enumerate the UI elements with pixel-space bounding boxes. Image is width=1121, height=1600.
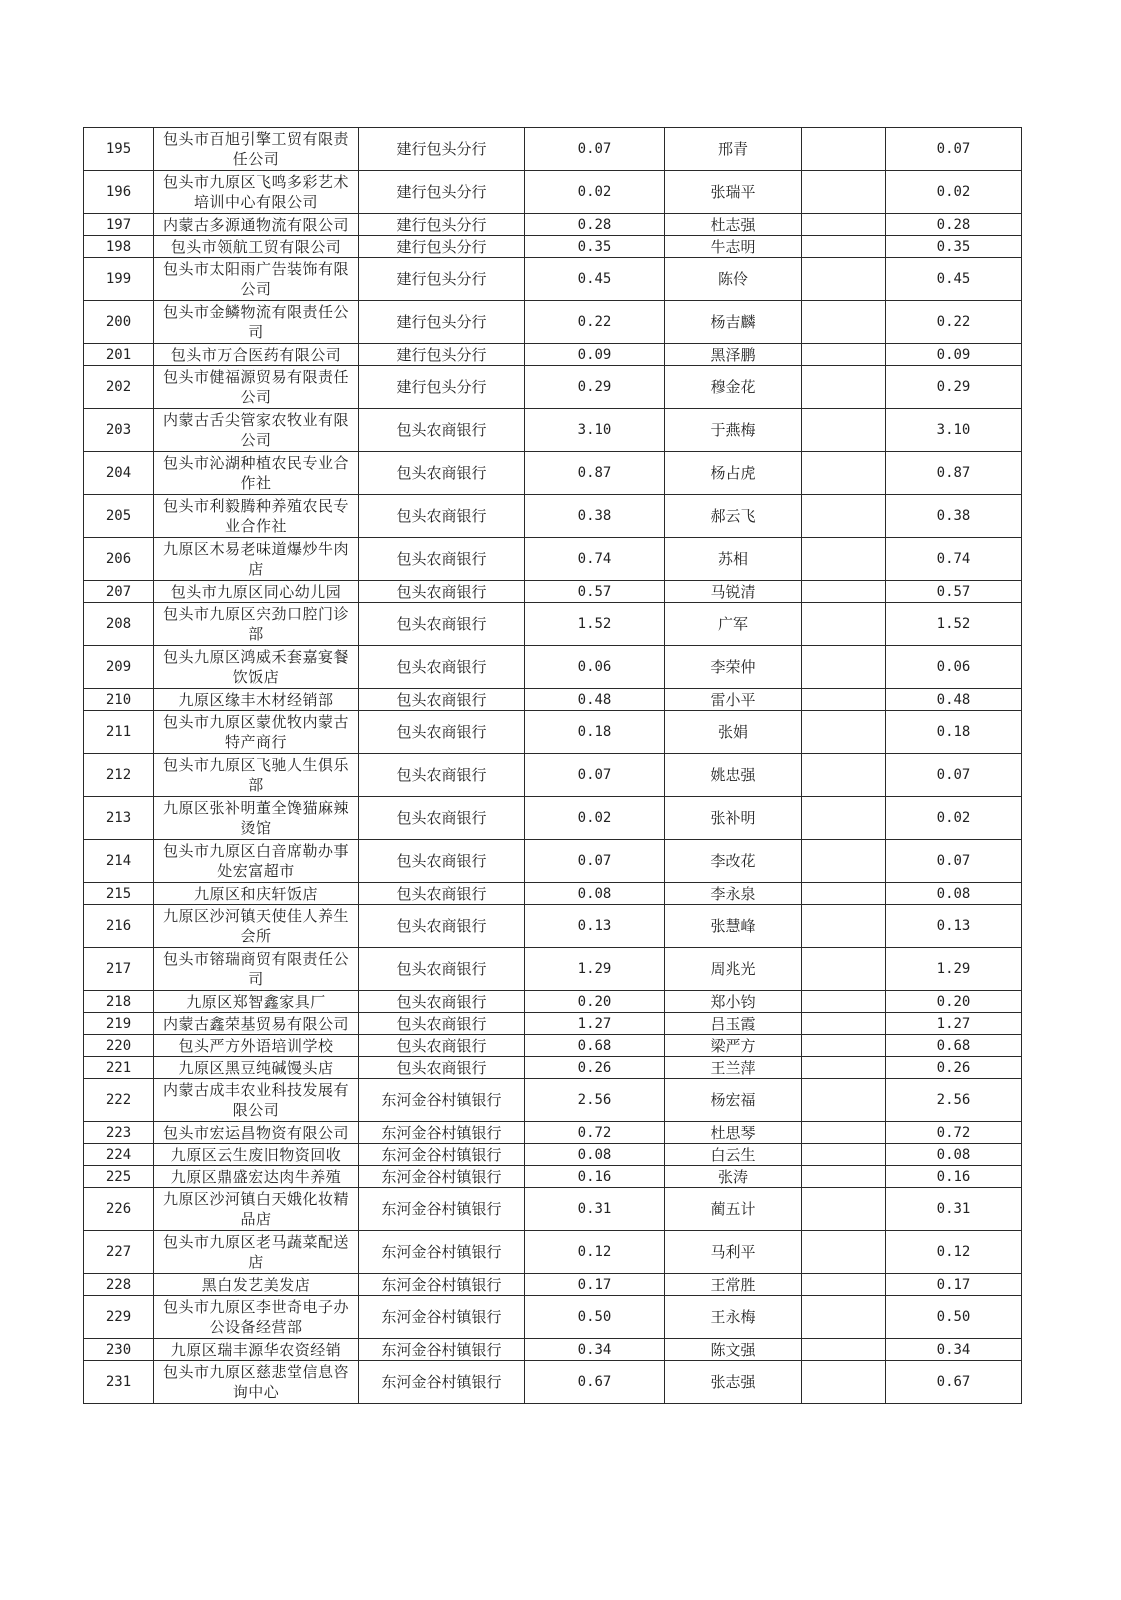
total-amount: 1.27 (886, 1013, 1022, 1035)
bank-name: 包头农商银行 (359, 711, 525, 754)
table-row (84, 1361, 1022, 1404)
bank-name: 建行包头分行 (359, 258, 525, 301)
loan-amount: 0.08 (525, 1144, 665, 1166)
total-amount: 0.13 (886, 905, 1022, 948)
total-amount: 0.87 (886, 452, 1022, 495)
bank-name: 东河金谷村镇银行 (359, 1122, 525, 1144)
blank-cell (802, 581, 886, 603)
contact-person: 广军 (665, 603, 802, 646)
contact-person: 王永梅 (665, 1296, 802, 1339)
contact-person: 吕玉霞 (665, 1013, 802, 1035)
table-row (84, 409, 1022, 452)
contact-person: 郑小钧 (665, 991, 802, 1013)
loan-amount: 0.38 (525, 495, 665, 538)
bank-name: 包头农商银行 (359, 1013, 525, 1035)
table-row (84, 1079, 1022, 1122)
company-name: 内蒙古多源通物流有限公司 (154, 214, 359, 236)
contact-person: 张涛 (665, 1166, 802, 1188)
table-row (84, 495, 1022, 538)
row-number: 226 (84, 1188, 154, 1231)
loan-amount: 0.06 (525, 646, 665, 689)
blank-cell (802, 366, 886, 409)
contact-person: 姚忠强 (665, 754, 802, 797)
total-amount: 0.74 (886, 538, 1022, 581)
total-amount: 3.10 (886, 409, 1022, 452)
loan-amount: 0.20 (525, 991, 665, 1013)
bank-name: 包头农商银行 (359, 581, 525, 603)
bank-name: 建行包头分行 (359, 366, 525, 409)
total-amount: 0.12 (886, 1231, 1022, 1274)
total-amount: 0.06 (886, 646, 1022, 689)
total-amount: 0.07 (886, 840, 1022, 883)
total-amount: 0.29 (886, 366, 1022, 409)
total-amount: 0.08 (886, 883, 1022, 905)
company-name: 九原区缘丰木材经销部 (154, 689, 359, 711)
row-number: 210 (84, 689, 154, 711)
blank-cell (802, 538, 886, 581)
company-name: 内蒙古舌尖管家农牧业有限公司 (154, 409, 359, 452)
bank-name: 包头农商银行 (359, 797, 525, 840)
row-number: 206 (84, 538, 154, 581)
company-name: 九原区郑智鑫家具厂 (154, 991, 359, 1013)
loan-amount: 0.08 (525, 883, 665, 905)
bank-name: 包头农商银行 (359, 452, 525, 495)
blank-cell (802, 1013, 886, 1035)
table-row (84, 1339, 1022, 1361)
contact-person: 蔺五计 (665, 1188, 802, 1231)
loan-amount: 0.45 (525, 258, 665, 301)
loan-amount: 0.07 (525, 840, 665, 883)
total-amount: 2.56 (886, 1079, 1022, 1122)
blank-cell (802, 754, 886, 797)
bank-name: 包头农商银行 (359, 883, 525, 905)
loan-amount: 0.29 (525, 366, 665, 409)
bank-name: 建行包头分行 (359, 301, 525, 344)
row-number: 214 (84, 840, 154, 883)
total-amount: 0.68 (886, 1035, 1022, 1057)
company-name: 九原区木易老味道爆炒牛肉店 (154, 538, 359, 581)
contact-person: 于燕梅 (665, 409, 802, 452)
table-row (84, 366, 1022, 409)
company-name: 包头严方外语培训学校 (154, 1035, 359, 1057)
blank-cell (802, 1057, 886, 1079)
blank-cell (802, 495, 886, 538)
total-amount: 0.45 (886, 258, 1022, 301)
blank-cell (802, 1339, 886, 1361)
row-number: 211 (84, 711, 154, 754)
loan-amount: 0.28 (525, 214, 665, 236)
bank-name: 东河金谷村镇银行 (359, 1144, 525, 1166)
bank-name: 包头农商银行 (359, 948, 525, 991)
table-row (84, 301, 1022, 344)
bank-name: 建行包头分行 (359, 171, 525, 214)
company-name: 包头市九原区李世奇电子办公设备经营部 (154, 1296, 359, 1339)
contact-person: 邢青 (665, 128, 802, 171)
company-name: 包头市健福源贸易有限责任公司 (154, 366, 359, 409)
total-amount: 0.07 (886, 128, 1022, 171)
company-name: 包头市万合医药有限公司 (154, 344, 359, 366)
loan-amount: 0.07 (525, 128, 665, 171)
contact-person: 白云生 (665, 1144, 802, 1166)
loan-amount: 0.72 (525, 1122, 665, 1144)
table-row (84, 1231, 1022, 1274)
contact-person: 穆金花 (665, 366, 802, 409)
contact-person: 李改花 (665, 840, 802, 883)
row-number: 200 (84, 301, 154, 344)
loan-amount: 0.12 (525, 1231, 665, 1274)
company-name: 包头市九原区慈悲堂信息咨询中心 (154, 1361, 359, 1404)
row-number: 205 (84, 495, 154, 538)
table-row (84, 258, 1022, 301)
blank-cell (802, 991, 886, 1013)
blank-cell (802, 1122, 886, 1144)
blank-cell (802, 1296, 886, 1339)
contact-person: 周兆光 (665, 948, 802, 991)
loan-amount: 0.18 (525, 711, 665, 754)
contact-person: 牛志明 (665, 236, 802, 258)
bank-name: 包头农商银行 (359, 840, 525, 883)
row-number: 222 (84, 1079, 154, 1122)
contact-person: 苏相 (665, 538, 802, 581)
blank-cell (802, 1231, 886, 1274)
blank-cell (802, 883, 886, 905)
bank-name: 包头农商银行 (359, 538, 525, 581)
blank-cell (802, 1035, 886, 1057)
row-number: 198 (84, 236, 154, 258)
bank-name: 包头农商银行 (359, 1057, 525, 1079)
company-name: 包头市九原区同心幼儿园 (154, 581, 359, 603)
row-number: 228 (84, 1274, 154, 1296)
bank-name: 建行包头分行 (359, 128, 525, 171)
contact-person: 李永泉 (665, 883, 802, 905)
bank-name: 东河金谷村镇银行 (359, 1079, 525, 1122)
table-row (84, 1057, 1022, 1079)
contact-person: 郝云飞 (665, 495, 802, 538)
contact-person: 杨宏福 (665, 1079, 802, 1122)
table-row (84, 581, 1022, 603)
contact-person: 王常胜 (665, 1274, 802, 1296)
row-number: 196 (84, 171, 154, 214)
loan-amount: 0.87 (525, 452, 665, 495)
total-amount: 0.35 (886, 236, 1022, 258)
row-number: 209 (84, 646, 154, 689)
blank-cell (802, 603, 886, 646)
company-name: 包头市领航工贸有限公司 (154, 236, 359, 258)
contact-person: 王兰萍 (665, 1057, 802, 1079)
company-name: 九原区张补明董全馋猫麻辣烫馆 (154, 797, 359, 840)
blank-cell (802, 1274, 886, 1296)
row-number: 204 (84, 452, 154, 495)
contact-person: 杨吉麟 (665, 301, 802, 344)
table-row (84, 1188, 1022, 1231)
row-number: 197 (84, 214, 154, 236)
row-number: 207 (84, 581, 154, 603)
total-amount: 0.22 (886, 301, 1022, 344)
total-amount: 0.02 (886, 797, 1022, 840)
bank-name: 包头农商银行 (359, 646, 525, 689)
loan-amount: 0.50 (525, 1296, 665, 1339)
row-number: 212 (84, 754, 154, 797)
loan-amount: 1.52 (525, 603, 665, 646)
loan-amount: 0.31 (525, 1188, 665, 1231)
bank-name: 东河金谷村镇银行 (359, 1296, 525, 1339)
table-row (84, 344, 1022, 366)
bank-name: 包头农商银行 (359, 603, 525, 646)
total-amount: 0.07 (886, 754, 1022, 797)
company-name: 包头市九原区宍劲口腔门诊部 (154, 603, 359, 646)
table-row (84, 603, 1022, 646)
row-number: 195 (84, 128, 154, 171)
row-number: 229 (84, 1296, 154, 1339)
table-row (84, 883, 1022, 905)
table-row (84, 711, 1022, 754)
loan-amount: 0.35 (525, 236, 665, 258)
blank-cell (802, 409, 886, 452)
total-amount: 1.29 (886, 948, 1022, 991)
bank-name: 东河金谷村镇银行 (359, 1274, 525, 1296)
loan-amount: 0.22 (525, 301, 665, 344)
blank-cell (802, 236, 886, 258)
table-row (84, 840, 1022, 883)
company-name: 九原区云生废旧物资回收 (154, 1144, 359, 1166)
total-amount: 0.34 (886, 1339, 1022, 1361)
row-number: 223 (84, 1122, 154, 1144)
bank-name: 包头农商银行 (359, 991, 525, 1013)
blank-cell (802, 301, 886, 344)
loan-amount: 3.10 (525, 409, 665, 452)
company-name: 九原区和庆轩饭店 (154, 883, 359, 905)
bank-name: 包头农商银行 (359, 905, 525, 948)
contact-person: 杨占虎 (665, 452, 802, 495)
contact-person: 张慧峰 (665, 905, 802, 948)
row-number: 201 (84, 344, 154, 366)
contact-person: 张瑞平 (665, 171, 802, 214)
loan-amount: 0.68 (525, 1035, 665, 1057)
loan-amount: 0.07 (525, 754, 665, 797)
table-row (84, 1122, 1022, 1144)
row-number: 213 (84, 797, 154, 840)
blank-cell (802, 1188, 886, 1231)
loan-amount: 0.26 (525, 1057, 665, 1079)
loan-amount: 0.67 (525, 1361, 665, 1404)
loan-amount: 0.02 (525, 171, 665, 214)
company-name: 包头市九原区飞鸣多彩艺术培训中心有限公司 (154, 171, 359, 214)
bank-name: 包头农商银行 (359, 1035, 525, 1057)
contact-person: 杜志强 (665, 214, 802, 236)
table-row (84, 797, 1022, 840)
bank-name: 建行包头分行 (359, 236, 525, 258)
contact-person: 陈伶 (665, 258, 802, 301)
bank-name: 包头农商银行 (359, 409, 525, 452)
total-amount: 0.16 (886, 1166, 1022, 1188)
company-name: 内蒙古成丰农业科技发展有限公司 (154, 1079, 359, 1122)
row-number: 220 (84, 1035, 154, 1057)
row-number: 218 (84, 991, 154, 1013)
loan-amount: 0.17 (525, 1274, 665, 1296)
company-name: 九原区鼎盛宏达肉牛养殖 (154, 1166, 359, 1188)
row-number: 203 (84, 409, 154, 452)
blank-cell (802, 1166, 886, 1188)
table-row (84, 214, 1022, 236)
company-name: 包头市百旭引擎工贸有限责任公司 (154, 128, 359, 171)
table-row (84, 236, 1022, 258)
contact-person: 张志强 (665, 1361, 802, 1404)
company-name: 包头市九原区老马蔬菜配送店 (154, 1231, 359, 1274)
company-name: 九原区瑞丰源华农资经销 (154, 1339, 359, 1361)
bank-name: 东河金谷村镇银行 (359, 1166, 525, 1188)
row-number: 216 (84, 905, 154, 948)
blank-cell (802, 452, 886, 495)
row-number: 231 (84, 1361, 154, 1404)
blank-cell (802, 840, 886, 883)
total-amount: 0.48 (886, 689, 1022, 711)
contact-person: 黑泽鹏 (665, 344, 802, 366)
row-number: 199 (84, 258, 154, 301)
company-name: 包头市九原区飞驰人生俱乐部 (154, 754, 359, 797)
bank-name: 东河金谷村镇银行 (359, 1188, 525, 1231)
company-name: 包头市金鳞物流有限责任公司 (154, 301, 359, 344)
company-name: 包头市太阳雨广告装饰有限公司 (154, 258, 359, 301)
row-number: 219 (84, 1013, 154, 1035)
company-name: 包头市利毅腾种养殖农民专业合作社 (154, 495, 359, 538)
blank-cell (802, 171, 886, 214)
blank-cell (802, 905, 886, 948)
blank-cell (802, 948, 886, 991)
table-row (84, 171, 1022, 214)
row-number: 225 (84, 1166, 154, 1188)
total-amount: 0.18 (886, 711, 1022, 754)
loan-amount: 0.16 (525, 1166, 665, 1188)
blank-cell (802, 344, 886, 366)
bank-name: 包头农商银行 (359, 495, 525, 538)
table-row (84, 1296, 1022, 1339)
contact-person: 张补明 (665, 797, 802, 840)
company-name: 包头市九原区蒙优牧内蒙古特产商行 (154, 711, 359, 754)
total-amount: 0.26 (886, 1057, 1022, 1079)
bank-name: 建行包头分行 (359, 214, 525, 236)
bank-name: 包头农商银行 (359, 754, 525, 797)
row-number: 227 (84, 1231, 154, 1274)
table-row (84, 1013, 1022, 1035)
bank-name: 东河金谷村镇银行 (359, 1231, 525, 1274)
company-name: 九原区沙河镇白天娥化妆精品店 (154, 1188, 359, 1231)
bank-name: 东河金谷村镇银行 (359, 1339, 525, 1361)
table-row (84, 948, 1022, 991)
loan-amount: 0.13 (525, 905, 665, 948)
row-number: 215 (84, 883, 154, 905)
row-number: 208 (84, 603, 154, 646)
loan-amount: 0.48 (525, 689, 665, 711)
contact-person: 雷小平 (665, 689, 802, 711)
table-row (84, 1166, 1022, 1188)
total-amount: 0.38 (886, 495, 1022, 538)
blank-cell (802, 711, 886, 754)
contact-person: 马锐清 (665, 581, 802, 603)
loan-amount: 1.27 (525, 1013, 665, 1035)
row-number: 221 (84, 1057, 154, 1079)
total-amount: 0.20 (886, 991, 1022, 1013)
table-row (84, 991, 1022, 1013)
company-name: 包头市沁湖种植农民专业合作社 (154, 452, 359, 495)
company-name: 包头市镕瑞商贸有限责任公司 (154, 948, 359, 991)
total-amount: 0.31 (886, 1188, 1022, 1231)
total-amount: 0.02 (886, 171, 1022, 214)
blank-cell (802, 258, 886, 301)
contact-person: 杜思琴 (665, 1122, 802, 1144)
loan-amount: 0.74 (525, 538, 665, 581)
table-row (84, 754, 1022, 797)
blank-cell (802, 1144, 886, 1166)
table-row (84, 538, 1022, 581)
row-number: 224 (84, 1144, 154, 1166)
contact-person: 梁严方 (665, 1035, 802, 1057)
loan-amount: 1.29 (525, 948, 665, 991)
blank-cell (802, 1079, 886, 1122)
table-row (84, 1274, 1022, 1296)
blank-cell (802, 646, 886, 689)
table-row (84, 1035, 1022, 1057)
loan-amount: 0.02 (525, 797, 665, 840)
loan-amount: 0.57 (525, 581, 665, 603)
bank-name: 包头农商银行 (359, 689, 525, 711)
contact-person: 张娟 (665, 711, 802, 754)
total-amount: 0.67 (886, 1361, 1022, 1404)
blank-cell (802, 1361, 886, 1404)
table-row (84, 689, 1022, 711)
total-amount: 0.50 (886, 1296, 1022, 1339)
total-amount: 1.52 (886, 603, 1022, 646)
bank-name: 东河金谷村镇银行 (359, 1361, 525, 1404)
row-number: 202 (84, 366, 154, 409)
table-row (84, 452, 1022, 495)
company-name: 内蒙古鑫荣基贸易有限公司 (154, 1013, 359, 1035)
company-name: 包头市宏运昌物资有限公司 (154, 1122, 359, 1144)
loan-amount: 0.34 (525, 1339, 665, 1361)
company-name: 九原区黑豆纯碱馒头店 (154, 1057, 359, 1079)
blank-cell (802, 214, 886, 236)
row-number: 230 (84, 1339, 154, 1361)
contact-person: 陈文强 (665, 1339, 802, 1361)
table-row (84, 1144, 1022, 1166)
loan-table (83, 127, 1022, 1404)
loan-amount: 0.09 (525, 344, 665, 366)
company-name: 黑白发艺美发店 (154, 1274, 359, 1296)
total-amount: 0.08 (886, 1144, 1022, 1166)
bank-name: 建行包头分行 (359, 344, 525, 366)
company-name: 包头市九原区白音席勒办事处宏富超市 (154, 840, 359, 883)
total-amount: 0.09 (886, 344, 1022, 366)
total-amount: 0.57 (886, 581, 1022, 603)
blank-cell (802, 128, 886, 171)
table-body (84, 128, 1022, 1404)
total-amount: 0.72 (886, 1122, 1022, 1144)
blank-cell (802, 797, 886, 840)
table-row (84, 646, 1022, 689)
total-amount: 0.28 (886, 214, 1022, 236)
loan-amount: 2.56 (525, 1079, 665, 1122)
company-name: 包头九原区鸿威禾套嘉宴餐饮饭店 (154, 646, 359, 689)
contact-person: 李荣仲 (665, 646, 802, 689)
table-row (84, 128, 1022, 171)
row-number: 217 (84, 948, 154, 991)
blank-cell (802, 689, 886, 711)
total-amount: 0.17 (886, 1274, 1022, 1296)
table-row (84, 905, 1022, 948)
company-name: 九原区沙河镇天使佳人养生会所 (154, 905, 359, 948)
contact-person: 马利平 (665, 1231, 802, 1274)
